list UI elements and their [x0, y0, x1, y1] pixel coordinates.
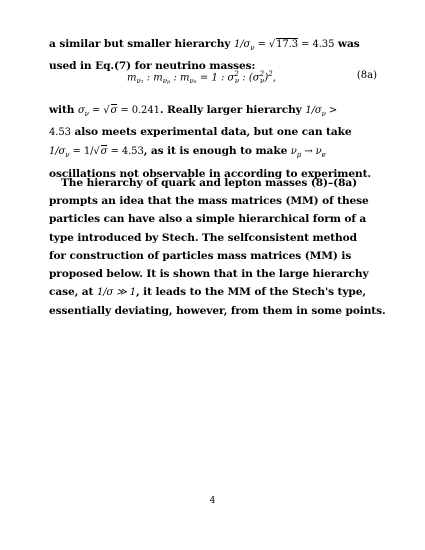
paragraph-3-line-6: proposed below. It is shown that in the large hierarchy	[49, 268, 369, 281]
paragraph-1-line-1: a similar but smaller hierarchy $1/\sigma_\nu = √17.3 = 4.35$ was	[49, 38, 360, 52]
paragraph-3-line-1: The hierarchy of quark and lepton masses (8)–(8a)	[61, 177, 358, 189]
paragraph-2-line-4: oscillations not observable in according to experiment.	[49, 167, 371, 180]
paragraph-2	[49, 101, 377, 183]
equation-8a	[49, 70, 377, 88]
paragraph-2-line-2: 4.53 also meets experimental data, but one can take	[49, 126, 352, 139]
paragraph-2-line-3: $1/\sigma_\nu = 1/√\sigma = 4.53$, as it is enough to make $\nu_\mu \to \nu_e$	[49, 145, 326, 160]
paragraph-3	[49, 174, 386, 321]
paragraph-3-line-2: prompts an idea that the mass matrices (MM) of these	[49, 195, 369, 208]
page-number: 4	[209, 496, 216, 506]
paragraph-3-line-4: type introduced by Stech. The selfconsistent method	[49, 231, 357, 244]
paragraph-2-line-1: with $\sigma_\nu = √\sigma = 0.241$. Really larger hierarchy $1/\sigma_\nu$ >	[49, 104, 338, 118]
paragraph-3-line-7: case, at 1/σ ≫ 1, it leads to the MM of the Stech's type,	[49, 286, 366, 299]
paragraph-1-line-2: used in Eq.(7) for neutrino masses:	[49, 60, 256, 73]
paragraph-3-line-8: essentially deviating, however, from them in some points.	[49, 305, 386, 318]
equation-number: (8a)	[356, 70, 377, 81]
equation-body: $m_{\nu\tau}$ : $m_{\nu\mu}$ : $m_{\nu e} = 1$ : $\sigma^2_\nu$ : $(\sigma^2_\nu)^2$,	[127, 70, 276, 86]
paragraph-3-line-3: particles can have also a simple hierarchical form of a	[49, 213, 367, 226]
paragraph-3-line-5: for construction of particles mass matrices (MM) is	[49, 249, 352, 262]
